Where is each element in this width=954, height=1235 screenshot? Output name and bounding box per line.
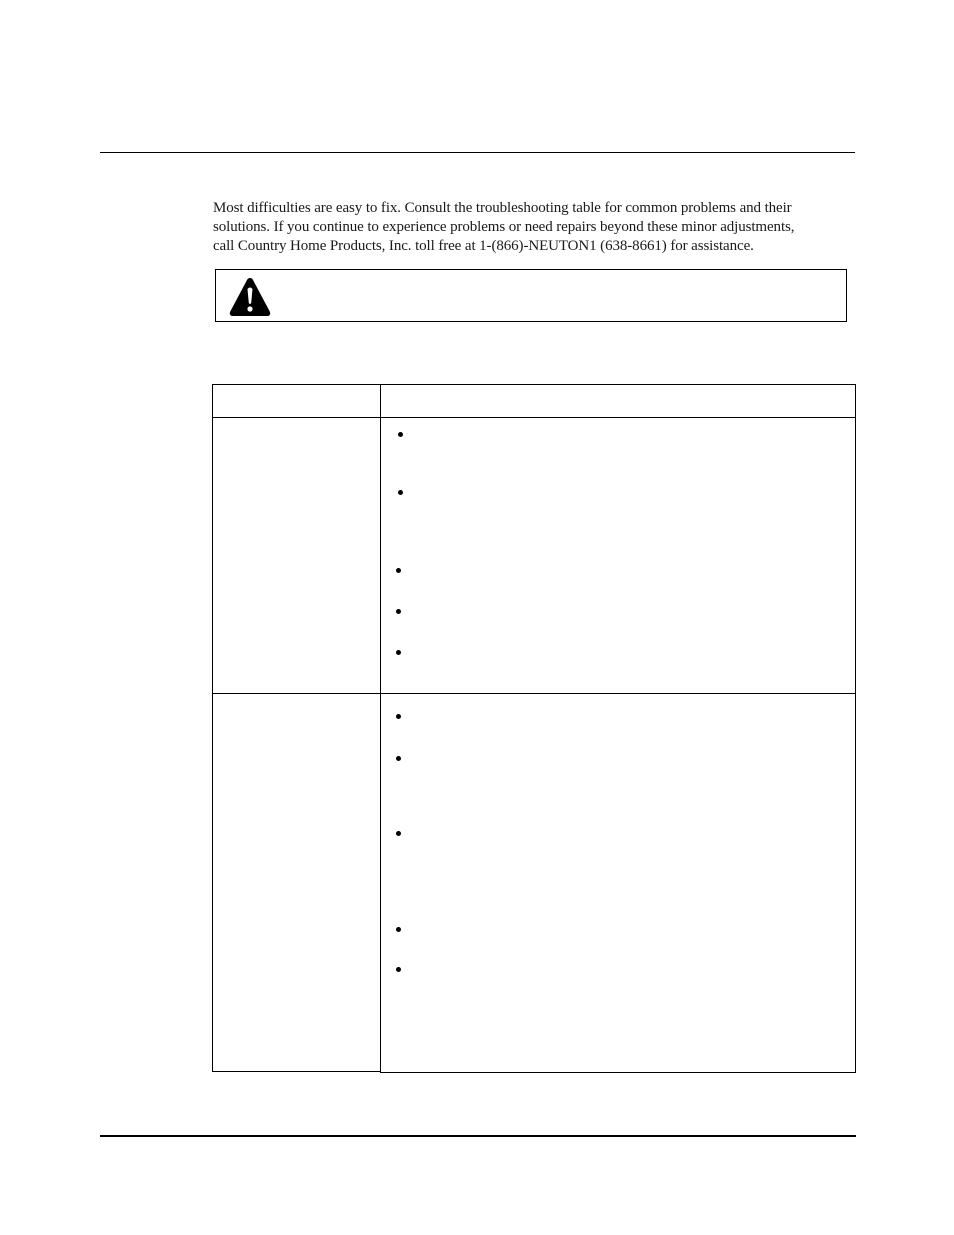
list-item-bullet — [396, 609, 401, 614]
table-row-2-problem — [212, 693, 381, 1072]
list-item-bullet — [398, 490, 403, 495]
list-item-bullet — [396, 831, 401, 836]
warning-triangle-icon — [228, 276, 272, 318]
footer-rule — [100, 1135, 856, 1137]
table-header-problem — [212, 384, 381, 418]
list-item-bullet — [396, 927, 401, 932]
intro-paragraph — [213, 199, 853, 256]
table-row-1-solution — [380, 417, 856, 694]
list-item-bullet — [396, 967, 401, 972]
list-item-bullet — [396, 714, 401, 719]
intro-line-3: call Country Home Products, Inc. toll free at 1-(866)-NEUTON1 (638-8661) for assistance. — [213, 238, 754, 254]
troubleshooting-table — [212, 384, 856, 1073]
intro-line-2: solutions. If you continue to experience problems or need repairs beyond these minor adjustments, — [213, 219, 795, 235]
table-row-2-solution — [380, 693, 856, 1073]
intro-line-1: Most difficulties are easy to fix. Consult the troubleshooting table for common problems and their — [213, 200, 792, 216]
header-rule — [100, 152, 855, 153]
list-item-bullet — [398, 432, 403, 437]
list-item-bullet — [396, 568, 401, 573]
table-row-1-problem — [212, 417, 381, 694]
list-item-bullet — [396, 756, 401, 761]
warning-box — [215, 269, 847, 322]
list-item-bullet — [396, 650, 401, 655]
table-header-solution — [380, 384, 856, 418]
